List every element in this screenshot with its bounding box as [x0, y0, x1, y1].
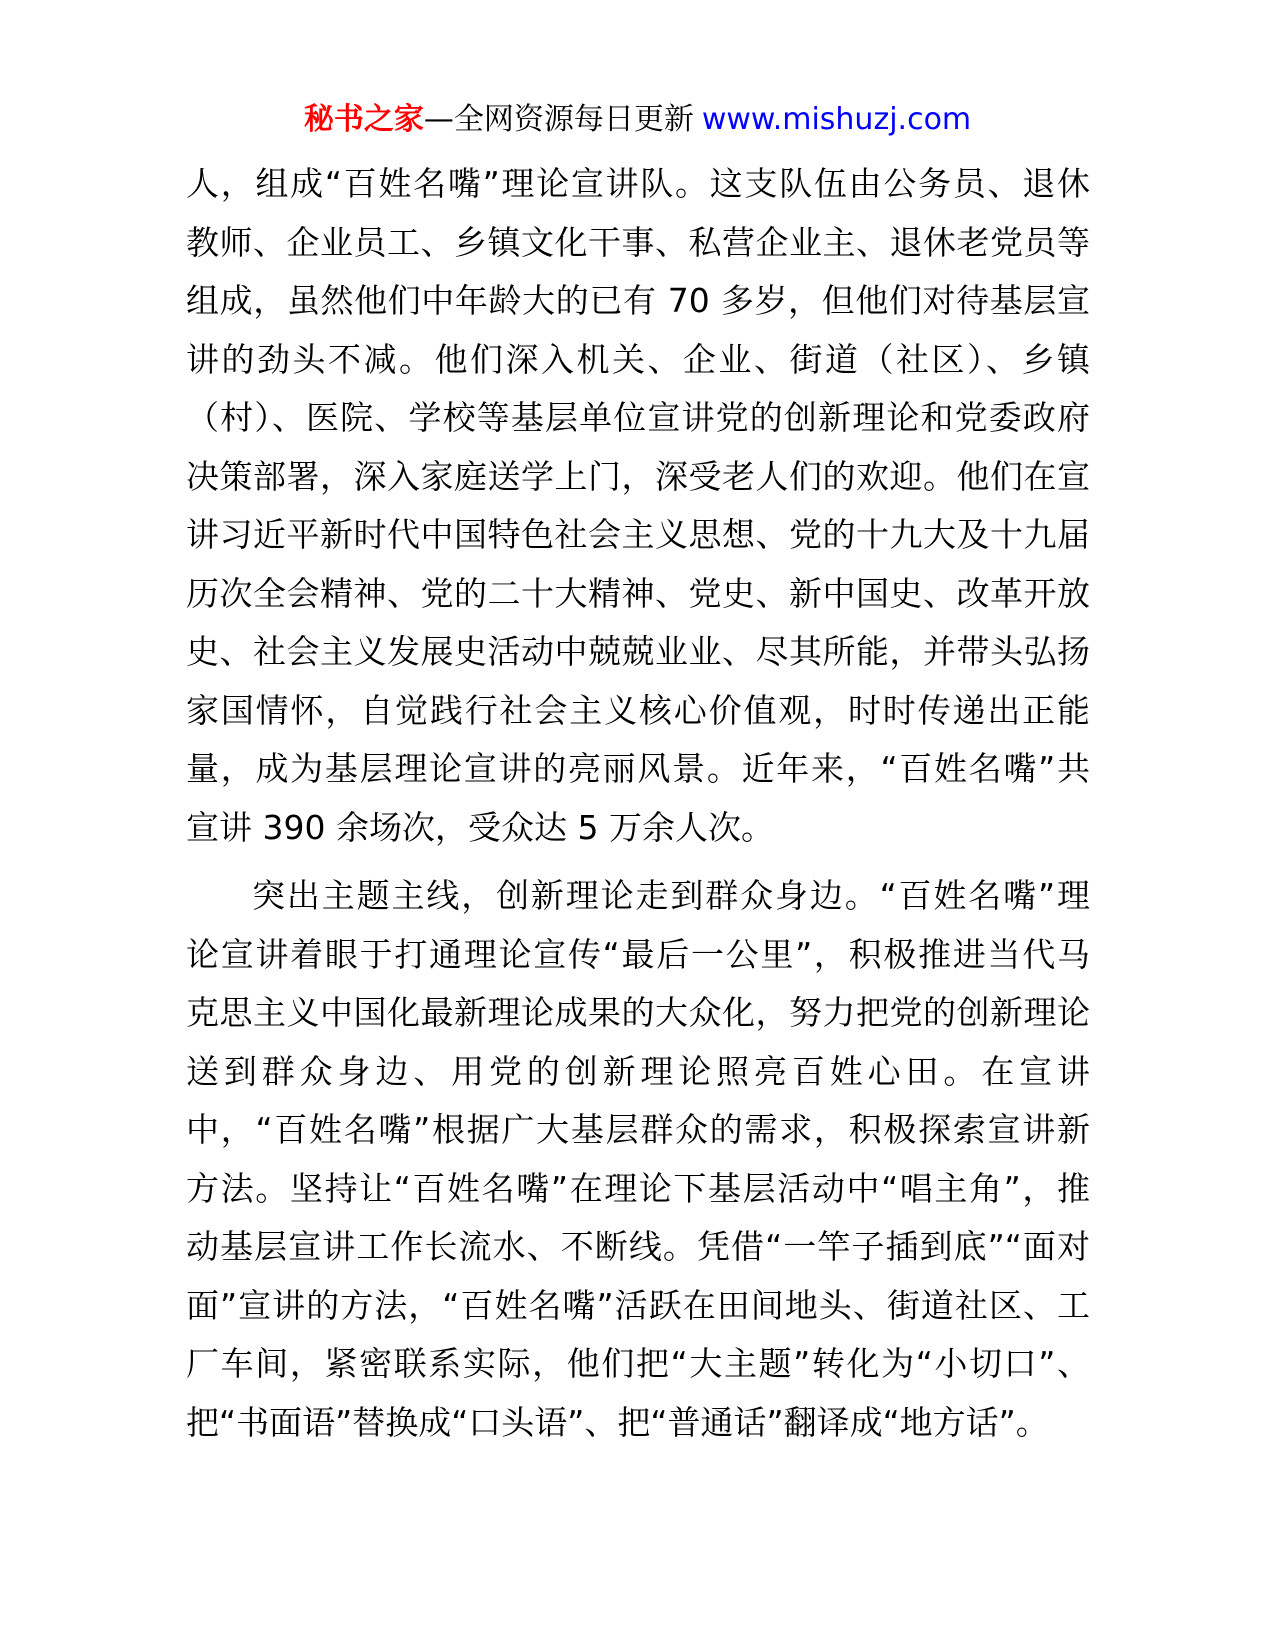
text-line: 讲的劲头不减。他们深入机关、企业、街道（社区）、乡镇 [186, 339, 1090, 379]
text-line: 方法。坚持让“百姓名嘴”在理论下基层活动中“唱主角”，推 [186, 1168, 1090, 1208]
text-line: 决策部署，深入家庭送学上门，深受老人们的欢迎。他们在宣 [186, 456, 1090, 496]
text-line: 讲习近平新时代中国特色社会主义思想、党的十九大及十九届 [186, 515, 1090, 554]
page-header [0, 98, 1275, 142]
text-line: 历次全会精神、党的二十大精神、党史、新中国史、改革开放 [186, 573, 1090, 613]
paragraph-1 [186, 155, 1090, 857]
text-line: 面”宣讲的方法，“百姓名嘴”活跃在田间地头、街道社区、工 [186, 1285, 1090, 1325]
text-line: 突出主题主线，创新理论走到群众身边。“百姓名嘴”理 [252, 876, 1090, 915]
text-line: 宣讲 390 余场次，受众达 5 万余人次。 [186, 807, 774, 847]
text-line: 克思主义中国化最新理论成果的大众化，努力把党的创新理论 [186, 993, 1090, 1032]
document-body [186, 155, 1090, 1452]
paragraph-2 [186, 867, 1090, 1452]
text-line: 动基层宣讲工作长流水、不断线。凭借“一竿子插到底”“面对 [186, 1227, 1090, 1266]
text-line: 教师、企业员工、乡镇文化干事、私营企业主、退休老党员等 [186, 222, 1090, 262]
site-url-link[interactable]: www.mishuzj.com [701, 102, 972, 137]
text-line: 把“书面语”替换成“口头语”、把“普通话”翻译成“地方话”。 [186, 1402, 1049, 1442]
brand-name: 秘书之家 [303, 102, 424, 137]
text-line: 量，成为基层理论宣讲的亮丽风景。近年来，“百姓名嘴”共 [186, 749, 1090, 788]
text-line: （村）、医院、学校等基层单位宣讲党的创新理论和党委政府 [186, 398, 1090, 437]
text-line: 史、社会主义发展史活动中兢兢业业、尽其所能，并带头弘扬 [186, 632, 1090, 671]
text-line: 论宣讲着眼于打通理论宣传“最后一公里”，积极推进当代马 [186, 934, 1090, 974]
paragraph-spacer [186, 857, 1090, 867]
text-line: 送到群众身边、用党的创新理论照亮百姓心田。在宣讲 [186, 1051, 1090, 1091]
text-line: 人，组成“百姓名嘴”理论宣讲队。这支队伍由公务员、退休 [186, 164, 1090, 203]
text-line: 中，“百姓名嘴”根据广大基层群众的需求，积极探索宣讲新 [186, 1110, 1090, 1149]
header-tagline: —全网资源每日更新 [423, 102, 694, 137]
text-line: 厂车间，紧密联系实际，他们把“大主题”转化为“小切口”、 [186, 1344, 1090, 1383]
text-line: 家国情怀，自觉践行社会主义核心价值观，时时传递出正能 [186, 690, 1090, 730]
text-line: 组成，虽然他们中年龄大的已有 70 多岁，但他们对待基层宣 [186, 281, 1090, 320]
